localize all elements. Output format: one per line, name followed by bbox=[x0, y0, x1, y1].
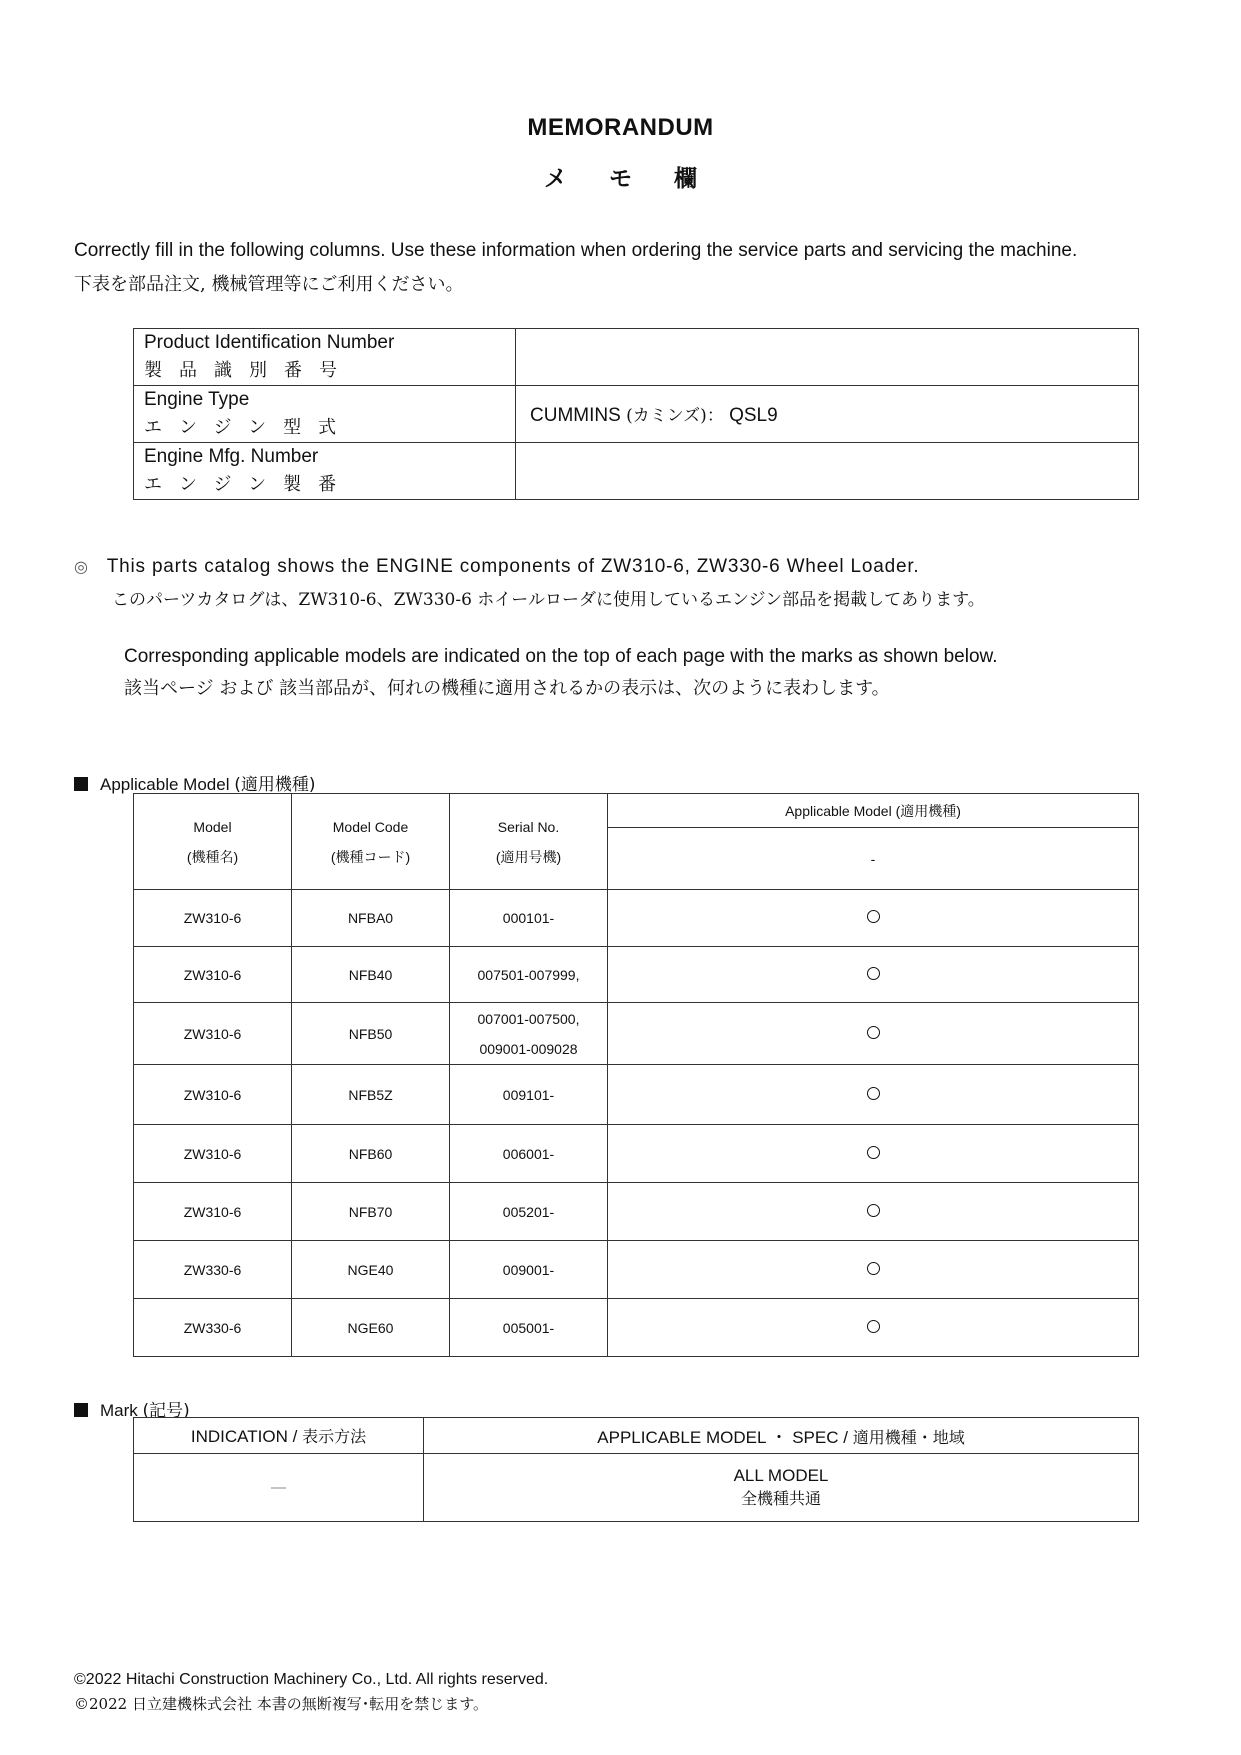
circle-mark-icon bbox=[867, 1026, 880, 1039]
copyright-jp: ©2022 日立建機株式会社 本書の無断複写･転用を禁じます。 bbox=[74, 1695, 489, 1713]
table-row: ZW310-6 NFB60 006001- bbox=[134, 1125, 1139, 1183]
catalog-note-jp: このパーツカタログは、ZW310-6、ZW330-6 ホイールローダに使用しているエンジン部品を掲載してあります。 bbox=[112, 590, 985, 610]
page-title-jp: メモ欄 bbox=[544, 166, 739, 192]
circle-mark-icon bbox=[867, 1320, 880, 1333]
page-title: MEMORANDUM bbox=[527, 114, 714, 141]
serial-header: Serial No. (適用号機) bbox=[450, 794, 608, 890]
mark-table bbox=[133, 1417, 1139, 1522]
circle-mark-icon bbox=[867, 910, 880, 923]
model-header: Model (機種名) bbox=[134, 794, 292, 890]
indication-header: INDICATION / 表示方法 bbox=[134, 1418, 424, 1454]
table-row: ZW310-6 NFB70 005201- bbox=[134, 1183, 1139, 1241]
engine-mfg-label: Engine Mfg. Number エンジン製番 bbox=[134, 443, 516, 500]
section-applicable-model: Applicable Model (適用機種) bbox=[74, 770, 315, 795]
applicable-spec-header: APPLICABLE MODEL ・ SPEC / 適用機種・地域 bbox=[424, 1418, 1139, 1454]
all-model-cell: ALL MODEL 全機種共通 bbox=[424, 1454, 1139, 1522]
applicable-model-table bbox=[133, 793, 1139, 1357]
circle-mark-icon bbox=[867, 1262, 880, 1275]
product-id-label: Product Identification Number 製品識別番号 bbox=[134, 329, 516, 386]
table-row: ZW310-6 NFB50 007001-007500, 009001-009028 bbox=[134, 1003, 1139, 1065]
applicable-mark bbox=[608, 890, 1139, 947]
table-row bbox=[134, 443, 1139, 500]
applicable-mark bbox=[608, 1299, 1139, 1357]
table-row: ZW330-6 NGE40 009001- bbox=[134, 1241, 1139, 1299]
model-code-header: Model Code (機種コード) bbox=[292, 794, 450, 890]
applicable-subheader: - bbox=[608, 828, 1139, 890]
table-row bbox=[134, 329, 1139, 386]
catalog-note-en: ◎ This parts catalog shows the ENGINE components of ZW310-6, ZW330-6 Wheel Loader. bbox=[74, 556, 920, 577]
circle-mark-icon bbox=[867, 967, 880, 980]
table-row: ZW310-6 NFB40 007501-007999, bbox=[134, 947, 1139, 1003]
applicable-mark bbox=[608, 1065, 1139, 1125]
intro-text-jp: 下表を部品注文, 機械管理等にご利用ください。 bbox=[74, 274, 464, 295]
table-row bbox=[134, 1454, 1139, 1522]
table-header-row bbox=[134, 1418, 1139, 1454]
applicable-mark bbox=[608, 1003, 1139, 1065]
section-mark: Mark (記号) bbox=[74, 1396, 190, 1421]
circle-mark-icon bbox=[867, 1087, 880, 1100]
engine-type-value: CUMMINS (カミンズ)： QSL9 bbox=[516, 386, 1139, 443]
marks-note-en: Corresponding applicable models are indicated on the top of each page with the marks as shown below. bbox=[124, 646, 998, 667]
marks-note-jp: 該当ページ および 該当部品が、何れの機種に適用されるかの表示は、次のように表わします。 bbox=[124, 678, 890, 699]
applicable-mark bbox=[608, 1125, 1139, 1183]
circle-mark-icon bbox=[867, 1204, 880, 1217]
circle-mark-icon bbox=[867, 1146, 880, 1159]
table-row: ZW310-6 NFBA0 000101- bbox=[134, 890, 1139, 947]
table-header-row bbox=[134, 794, 1139, 828]
applicable-mark bbox=[608, 1241, 1139, 1299]
square-bullet-icon bbox=[74, 777, 88, 791]
intro-text-en: Correctly fill in the following columns. Use these information when ordering the service parts and servicing the machine. bbox=[74, 240, 1078, 261]
engine-mfg-field[interactable] bbox=[516, 443, 1139, 500]
table-row: ZW330-6 NGE60 005001- bbox=[134, 1299, 1139, 1357]
indication-mark: — bbox=[134, 1454, 424, 1522]
identification-table bbox=[133, 328, 1139, 500]
product-id-field[interactable] bbox=[516, 329, 1139, 386]
table-row: ZW310-6 NFB5Z 009101- bbox=[134, 1065, 1139, 1125]
applicable-mark bbox=[608, 1183, 1139, 1241]
square-bullet-icon bbox=[74, 1403, 88, 1417]
double-circle-icon: ◎ bbox=[74, 559, 89, 576]
applicable-mark bbox=[608, 947, 1139, 1003]
applicable-header: Applicable Model (適用機種) bbox=[608, 794, 1139, 828]
table-row bbox=[134, 386, 1139, 443]
copyright-en: ©2022 Hitachi Construction Machinery Co., Ltd. All rights reserved. bbox=[74, 1671, 549, 1688]
engine-type-label: Engine Type エンジン型式 bbox=[134, 386, 516, 443]
